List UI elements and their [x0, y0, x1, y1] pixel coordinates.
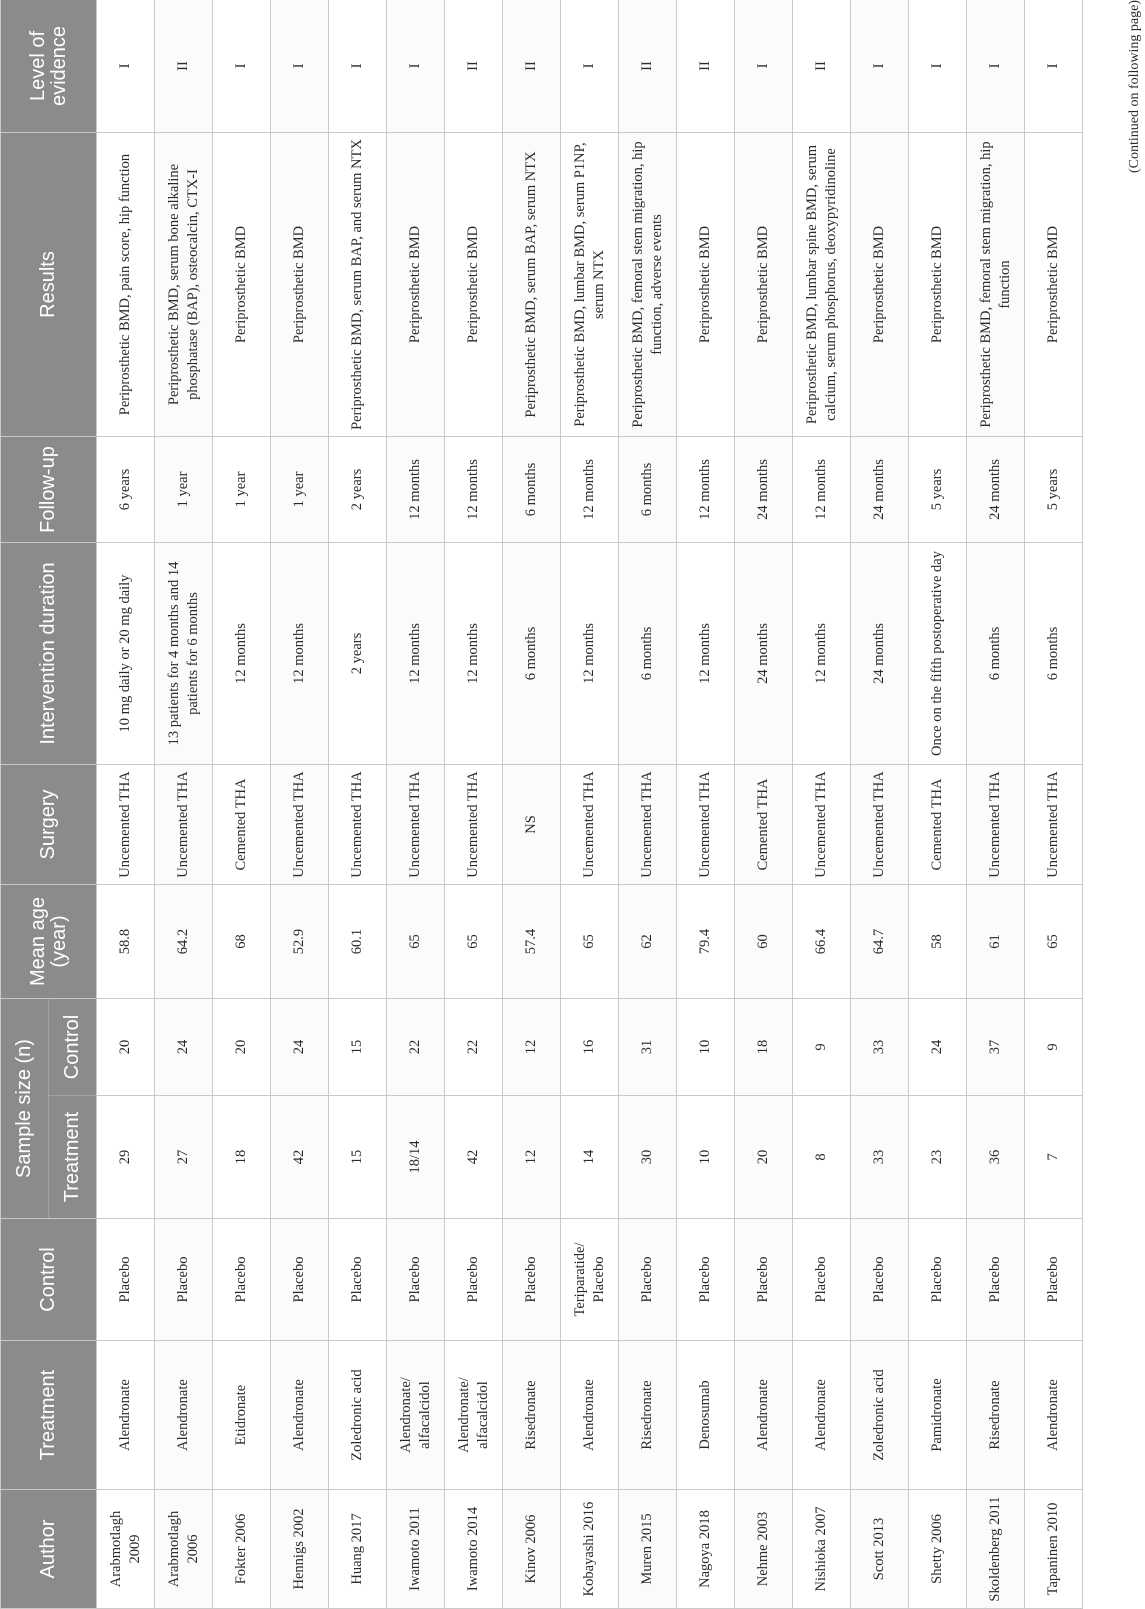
cell-level-of-evidence: I — [909, 0, 967, 133]
cell-surgery: Uncemented THA — [793, 765, 851, 885]
cell-surgery: Uncemented THA — [271, 765, 329, 885]
cell-follow-up: 6 months — [619, 437, 677, 543]
cell-level-of-evidence: I — [735, 0, 793, 133]
cell-control: Placebo — [677, 1219, 735, 1341]
cell-treatment: Alendronate/ alfacalcidol — [445, 1341, 503, 1490]
cell-intervention-duration: 6 months — [1025, 543, 1083, 765]
cell-results: Periprosthetic BMD — [271, 133, 329, 437]
cell-follow-up: 24 months — [851, 437, 909, 543]
cell-control: Placebo — [1025, 1219, 1083, 1341]
cell-results: Periprosthetic BMD — [1025, 133, 1083, 437]
cell-level-of-evidence: II — [445, 0, 503, 133]
header-surgery: Surgery — [1, 765, 97, 885]
cell-sample-treatment: 33 — [851, 1096, 909, 1219]
cell-sample-treatment: 12 — [503, 1096, 561, 1219]
table-row — [503, 0, 561, 1609]
cell-follow-up: 1 year — [271, 437, 329, 543]
cell-sample-treatment: 23 — [909, 1096, 967, 1219]
cell-control: Placebo — [329, 1219, 387, 1341]
header-follow-up: Follow-up — [1, 437, 97, 543]
cell-mean-age: 65 — [387, 885, 445, 999]
cell-follow-up: 1 year — [213, 437, 271, 543]
cell-sample-control: 15 — [329, 999, 387, 1096]
cell-level-of-evidence: I — [97, 0, 155, 133]
cell-mean-age: 79.4 — [677, 885, 735, 999]
cell-sample-treatment: 27 — [155, 1096, 213, 1219]
cell-sample-control: 16 — [561, 999, 619, 1096]
cell-surgery: Cemented THA — [213, 765, 271, 885]
table-row — [155, 0, 213, 1609]
cell-sample-treatment: 36 — [967, 1096, 1025, 1219]
cell-sample-treatment: 18 — [213, 1096, 271, 1219]
cell-control: Placebo — [735, 1219, 793, 1341]
cell-author: Tapaninen 2010 — [1025, 1490, 1083, 1609]
cell-control: Placebo — [503, 1219, 561, 1341]
cell-follow-up: 5 years — [909, 437, 967, 543]
cell-results: Periprosthetic BMD, lumbar spine BMD, serum calcium, serum phosphorus, deoxypyridinoline — [793, 133, 851, 437]
cell-results: Periprosthetic BMD — [851, 133, 909, 437]
cell-control: Placebo — [213, 1219, 271, 1341]
table-row — [793, 0, 851, 1609]
cell-level-of-evidence: II — [619, 0, 677, 133]
cell-level-of-evidence: II — [793, 0, 851, 133]
cell-control: Placebo — [97, 1219, 155, 1341]
cell-author: Scott 2013 — [851, 1490, 909, 1609]
cell-results: Periprosthetic BMD — [735, 133, 793, 437]
table-row — [677, 0, 735, 1609]
cell-treatment: Zoledronic acid — [329, 1341, 387, 1490]
cell-treatment: Alendronate — [561, 1341, 619, 1490]
cell-intervention-duration: 24 months — [735, 543, 793, 765]
cell-sample-control: 9 — [793, 999, 851, 1096]
cell-intervention-duration: 6 months — [967, 543, 1025, 765]
cell-treatment: Alendronate — [271, 1341, 329, 1490]
cell-level-of-evidence: I — [1025, 0, 1083, 133]
cell-sample-control: 10 — [677, 999, 735, 1096]
cell-control: Placebo — [851, 1219, 909, 1341]
cell-results: Periprosthetic BMD, femoral stem migration, hip function — [967, 133, 1025, 437]
cell-intervention-duration: 12 months — [561, 543, 619, 765]
cell-mean-age: 65 — [1025, 885, 1083, 999]
cell-treatment: Alendronate — [735, 1341, 793, 1490]
cell-sample-control: 24 — [909, 999, 967, 1096]
cell-follow-up: 6 years — [97, 437, 155, 543]
cell-mean-age: 61 — [967, 885, 1025, 999]
cell-level-of-evidence: II — [503, 0, 561, 133]
cell-control: Placebo — [387, 1219, 445, 1341]
cell-level-of-evidence: I — [967, 0, 1025, 133]
cell-sample-control: 22 — [387, 999, 445, 1096]
table-row — [97, 0, 155, 1609]
cell-results: Periprosthetic BMD, lumbar BMD, serum P1NP, serum NTX — [561, 133, 619, 437]
table-row — [561, 0, 619, 1609]
cell-surgery: Uncemented THA — [329, 765, 387, 885]
cell-sample-control: 12 — [503, 999, 561, 1096]
cell-mean-age: 64.2 — [155, 885, 213, 999]
cell-follow-up: 12 months — [677, 437, 735, 543]
cell-author: Arabmotlagh 2009 — [97, 1490, 155, 1609]
cell-sample-control: 22 — [445, 999, 503, 1096]
cell-treatment: Etidronate — [213, 1341, 271, 1490]
cell-intervention-duration: 12 months — [213, 543, 271, 765]
cell-intervention-duration: 2 years — [329, 543, 387, 765]
cell-control: Teriparatide/ Placebo — [561, 1219, 619, 1341]
cell-author: Nagoya 2018 — [677, 1490, 735, 1609]
cell-sample-control: 18 — [735, 999, 793, 1096]
header-intervention-duration: Intervention duration — [1, 543, 97, 765]
header-mean-age: Mean age (year) — [1, 885, 97, 999]
cell-intervention-duration: 6 months — [503, 543, 561, 765]
cell-control: Placebo — [619, 1219, 677, 1341]
cell-follow-up: 12 months — [445, 437, 503, 543]
cell-author: Skoldenberg 2011 — [967, 1490, 1025, 1609]
cell-results: Periprosthetic BMD, femoral stem migration, hip function, adverse events — [619, 133, 677, 437]
cell-surgery: Uncemented THA — [619, 765, 677, 885]
cell-intervention-duration: 24 months — [851, 543, 909, 765]
cell-sample-control: 20 — [97, 999, 155, 1096]
cell-level-of-evidence: I — [851, 0, 909, 133]
cell-level-of-evidence: II — [155, 0, 213, 133]
cell-treatment: Risedronate — [503, 1341, 561, 1490]
header-control: Control — [1, 1219, 97, 1341]
cell-surgery: Uncemented THA — [97, 765, 155, 885]
cell-sample-treatment: 20 — [735, 1096, 793, 1219]
cell-author: Fokter 2006 — [213, 1490, 271, 1609]
cell-mean-age: 58.8 — [97, 885, 155, 999]
cell-results: Periprosthetic BMD — [387, 133, 445, 437]
continued-note: (Continued on following page) — [1127, 0, 1142, 174]
table-row — [213, 0, 271, 1609]
cell-intervention-duration: 12 months — [677, 543, 735, 765]
cell-surgery: Uncemented THA — [851, 765, 909, 885]
cell-control: Placebo — [967, 1219, 1025, 1341]
cell-control: Placebo — [155, 1219, 213, 1341]
cell-surgery: NS — [503, 765, 561, 885]
cell-surgery: Uncemented THA — [387, 765, 445, 885]
cell-intervention-duration: 13 patients for 4 months and 14 patients for 6 months — [155, 543, 213, 765]
cell-sample-treatment: 7 — [1025, 1096, 1083, 1219]
cell-follow-up: 1 year — [155, 437, 213, 543]
cell-sample-treatment: 42 — [445, 1096, 503, 1219]
table-row — [387, 0, 445, 1609]
cell-control: Placebo — [909, 1219, 967, 1341]
cell-sample-control: 37 — [967, 999, 1025, 1096]
cell-sample-treatment: 30 — [619, 1096, 677, 1219]
cell-follow-up: 24 months — [967, 437, 1025, 543]
cell-intervention-duration: 12 months — [387, 543, 445, 765]
header-sample-size: Sample size (n) — [1, 999, 49, 1219]
cell-author: Nishioka 2007 — [793, 1490, 851, 1609]
cell-sample-treatment: 15 — [329, 1096, 387, 1219]
cell-sample-treatment: 18/14 — [387, 1096, 445, 1219]
cell-sample-treatment: 10 — [677, 1096, 735, 1219]
cell-treatment: Denosumab — [677, 1341, 735, 1490]
table-row — [329, 0, 387, 1609]
cell-follow-up: 5 years — [1025, 437, 1083, 543]
cell-author: Arabmotlagh 2006 — [155, 1490, 213, 1609]
cell-sample-control: 33 — [851, 999, 909, 1096]
cell-level-of-evidence: I — [213, 0, 271, 133]
cell-level-of-evidence: II — [677, 0, 735, 133]
cell-author: Kobayashi 2016 — [561, 1490, 619, 1609]
cell-level-of-evidence: I — [387, 0, 445, 133]
cell-sample-treatment: 42 — [271, 1096, 329, 1219]
cell-mean-age: 64.7 — [851, 885, 909, 999]
cell-surgery: Uncemented THA — [967, 765, 1025, 885]
cell-intervention-duration: 10 mg daily or 20 mg daily — [97, 543, 155, 765]
cell-results: Periprosthetic BMD — [445, 133, 503, 437]
cell-intervention-duration: 12 months — [271, 543, 329, 765]
cell-level-of-evidence: I — [561, 0, 619, 133]
table-row — [909, 0, 967, 1609]
cell-author: Huang 2017 — [329, 1490, 387, 1609]
cell-treatment: Risedronate — [967, 1341, 1025, 1490]
cell-mean-age: 65 — [561, 885, 619, 999]
header-row — [1, 0, 49, 1609]
cell-treatment: Zoledronic acid — [851, 1341, 909, 1490]
cell-surgery: Uncemented THA — [155, 765, 213, 885]
header-sample-treatment: Treatment — [49, 1096, 97, 1219]
cell-results: Periprosthetic BMD, serum bone alkaline phosphatase (BAP), osteocalcin, CTX-I — [155, 133, 213, 437]
cell-surgery: Cemented THA — [909, 765, 967, 885]
cell-surgery: Uncemented THA — [561, 765, 619, 885]
cell-mean-age: 58 — [909, 885, 967, 999]
cell-author: Shetty 2006 — [909, 1490, 967, 1609]
cell-follow-up: 6 months — [503, 437, 561, 543]
cell-treatment: Alendronate/ alfacalcidol — [387, 1341, 445, 1490]
cell-intervention-duration: 6 months — [619, 543, 677, 765]
cell-results: Periprosthetic BMD — [213, 133, 271, 437]
cell-follow-up: 2 years — [329, 437, 387, 543]
cell-mean-age: 52.9 — [271, 885, 329, 999]
cell-treatment: Risedronate — [619, 1341, 677, 1490]
cell-mean-age: 62 — [619, 885, 677, 999]
table-row — [735, 0, 793, 1609]
cell-author: Iwamoto 2014 — [445, 1490, 503, 1609]
cell-control: Placebo — [793, 1219, 851, 1341]
cell-control: Placebo — [271, 1219, 329, 1341]
cell-results: Periprosthetic BMD, serum BAP, serum NTX — [503, 133, 561, 437]
header-author: Author — [1, 1490, 97, 1609]
cell-author: Hennigs 2002 — [271, 1490, 329, 1609]
table-row — [851, 0, 909, 1609]
cell-treatment: Alendronate — [1025, 1341, 1083, 1490]
cell-treatment: Alendronate — [793, 1341, 851, 1490]
cell-surgery: Uncemented THA — [1025, 765, 1083, 885]
cell-level-of-evidence: I — [329, 0, 387, 133]
cell-results: Periprosthetic BMD — [677, 133, 735, 437]
cell-follow-up: 12 months — [561, 437, 619, 543]
cell-author: Muren 2015 — [619, 1490, 677, 1609]
cell-follow-up: 24 months — [735, 437, 793, 543]
cell-sample-control: 24 — [271, 999, 329, 1096]
table-row — [445, 0, 503, 1609]
cell-author: Nehme 2003 — [735, 1490, 793, 1609]
header-level-of-evidence: Level of evidence — [1, 0, 97, 133]
cell-intervention-duration: 12 months — [445, 543, 503, 765]
cell-mean-age: 57.4 — [503, 885, 561, 999]
cell-mean-age: 60 — [735, 885, 793, 999]
header-results: Results — [1, 133, 97, 437]
cell-mean-age: 66.4 — [793, 885, 851, 999]
cell-treatment: Alendronate — [97, 1341, 155, 1490]
cell-intervention-duration: 12 months — [793, 543, 851, 765]
cell-sample-treatment: 8 — [793, 1096, 851, 1219]
cell-results: Periprosthetic BMD, serum BAP, and serum NTX — [329, 133, 387, 437]
table-row — [271, 0, 329, 1609]
header-treatment: Treatment — [1, 1341, 97, 1490]
cell-surgery: Uncemented THA — [445, 765, 503, 885]
cell-sample-treatment: 29 — [97, 1096, 155, 1219]
cell-results: Periprosthetic BMD, pain score, hip function — [97, 133, 155, 437]
cell-control: Placebo — [445, 1219, 503, 1341]
header-sample-control: Control — [49, 999, 97, 1096]
cell-surgery: Cemented THA — [735, 765, 793, 885]
cell-follow-up: 12 months — [387, 437, 445, 543]
cell-author: Kinov 2006 — [503, 1490, 561, 1609]
cell-level-of-evidence: I — [271, 0, 329, 133]
cell-sample-treatment: 14 — [561, 1096, 619, 1219]
cell-mean-age: 65 — [445, 885, 503, 999]
cell-mean-age: 60.1 — [329, 885, 387, 999]
cell-intervention-duration: Once on the fifth postoperative day — [909, 543, 967, 765]
table-row — [967, 0, 1025, 1609]
cell-follow-up: 12 months — [793, 437, 851, 543]
table-body — [97, 0, 1083, 1609]
table-row — [1025, 0, 1083, 1609]
cell-treatment: Pamidronate — [909, 1341, 967, 1490]
cell-author: Iwamoto 2011 — [387, 1490, 445, 1609]
cell-surgery: Uncemented THA — [677, 765, 735, 885]
cell-treatment: Alendronate — [155, 1341, 213, 1490]
table-row — [619, 0, 677, 1609]
cell-results: Periprosthetic BMD — [909, 133, 967, 437]
cell-mean-age: 68 — [213, 885, 271, 999]
cell-sample-control: 24 — [155, 999, 213, 1096]
cell-sample-control: 9 — [1025, 999, 1083, 1096]
cell-sample-control: 20 — [213, 999, 271, 1096]
cell-sample-control: 31 — [619, 999, 677, 1096]
